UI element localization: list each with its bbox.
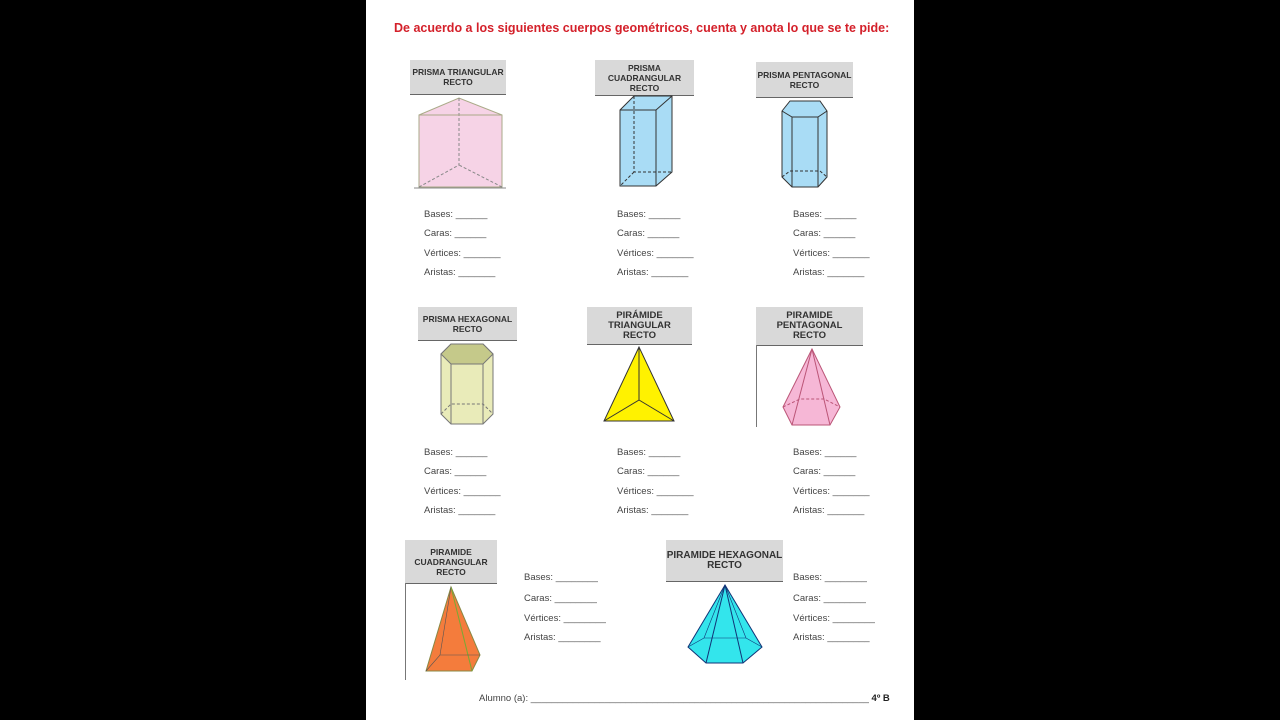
divider xyxy=(405,583,406,680)
field-label: Aristas: xyxy=(424,267,456,278)
field-label: Bases: xyxy=(793,209,823,220)
field-blank[interactable]: ______ xyxy=(455,447,488,458)
answer-field-caras[interactable] xyxy=(793,466,855,477)
field-label: Vértices: xyxy=(424,248,461,259)
field-label: Vértices: xyxy=(793,613,830,624)
field-label: Vértices: xyxy=(524,613,561,624)
field-label: Caras: xyxy=(617,466,645,477)
shape-label: PIRAMIDE HEXAGONAL RECTO xyxy=(666,540,783,582)
field-blank[interactable]: ________ xyxy=(823,593,866,604)
field-label: Caras: xyxy=(424,228,452,239)
pentagonal-pyramid-figure xyxy=(780,347,844,431)
field-label: Bases: xyxy=(524,572,554,583)
shape-label: PIRAMIDE CUADRANGULAR RECTO xyxy=(405,540,497,584)
field-blank[interactable]: ________ xyxy=(558,632,601,643)
answer-field-vertices[interactable] xyxy=(424,248,501,259)
answer-field-caras[interactable] xyxy=(617,466,679,477)
field-label: Bases: xyxy=(617,209,647,220)
field-blank[interactable]: ______ xyxy=(823,466,856,477)
answer-field-aristas[interactable] xyxy=(617,505,688,516)
answer-field-vertices[interactable] xyxy=(793,613,875,624)
field-blank[interactable]: ______ xyxy=(454,228,487,239)
grade-label: 4º B xyxy=(871,693,890,704)
field-label: Aristas: xyxy=(617,267,649,278)
field-blank[interactable]: _______ xyxy=(832,486,870,497)
field-blank[interactable]: _______ xyxy=(458,267,496,278)
answer-field-caras[interactable] xyxy=(524,593,597,604)
shape-label: PRISMA HEXAGONAL RECTO xyxy=(418,307,517,341)
shape-label: PIRAMIDE PENTAGONAL RECTO xyxy=(756,307,863,346)
field-blank[interactable]: ______ xyxy=(455,209,488,220)
answer-field-bases[interactable] xyxy=(424,209,487,220)
field-blank[interactable]: ________ xyxy=(827,632,870,643)
field-blank[interactable]: ______ xyxy=(648,447,681,458)
field-label: Caras: xyxy=(793,593,821,604)
field-blank[interactable]: _______ xyxy=(651,505,689,516)
field-label: Aristas: xyxy=(617,505,649,516)
triangular-pyramid-figure xyxy=(602,345,676,425)
field-label: Bases: xyxy=(617,447,647,458)
field-blank[interactable]: _______ xyxy=(656,486,694,497)
field-blank[interactable]: _______ xyxy=(827,267,865,278)
field-label: Aristas: xyxy=(424,505,456,516)
answer-field-bases[interactable] xyxy=(617,447,680,458)
answer-field-bases[interactable] xyxy=(793,447,856,458)
answer-field-vertices[interactable] xyxy=(524,613,606,624)
field-label: Caras: xyxy=(424,466,452,477)
answer-field-bases[interactable] xyxy=(424,447,487,458)
student-name-field[interactable] xyxy=(479,693,890,704)
field-label: Vértices: xyxy=(617,486,654,497)
field-label: Bases: xyxy=(424,447,454,458)
hexagonal-pyramid-figure xyxy=(686,583,766,667)
answer-field-vertices[interactable] xyxy=(424,486,501,497)
shape-label: PRISMA PENTAGONAL RECTO xyxy=(756,62,853,98)
answer-field-vertices[interactable] xyxy=(793,486,870,497)
triangular-prism-figure xyxy=(414,95,509,191)
field-label: Vértices: xyxy=(793,486,830,497)
answer-field-bases[interactable] xyxy=(617,209,680,220)
answer-field-aristas[interactable] xyxy=(793,632,870,643)
field-label: Aristas: xyxy=(524,632,556,643)
field-blank[interactable]: ______ xyxy=(454,466,487,477)
field-label: Vértices: xyxy=(617,248,654,259)
answer-field-aristas[interactable] xyxy=(424,267,495,278)
worksheet-title: De acuerdo a los siguientes cuerpos geométricos, cuenta y anota lo que se te pide: xyxy=(394,21,890,35)
field-blank[interactable]: ______ xyxy=(647,228,680,239)
field-label: Bases: xyxy=(793,572,823,583)
field-blank[interactable]: ________ xyxy=(832,613,875,624)
field-blank[interactable]: ________ xyxy=(824,572,867,583)
field-blank[interactable]: _______ xyxy=(651,267,689,278)
pentagonal-prism-figure xyxy=(780,99,830,191)
answer-field-aristas[interactable] xyxy=(617,267,688,278)
field-label: Vértices: xyxy=(424,486,461,497)
field-label: Bases: xyxy=(424,209,454,220)
field-label: Caras: xyxy=(793,228,821,239)
answer-field-aristas[interactable] xyxy=(524,632,601,643)
square-pyramid-figure xyxy=(424,585,484,675)
shape-label: PRISMA CUADRANGULAR RECTO xyxy=(595,60,694,96)
answer-field-caras[interactable] xyxy=(793,228,855,239)
field-blank[interactable]: _______ xyxy=(458,505,496,516)
field-blank[interactable]: ______ xyxy=(647,466,680,477)
hexagonal-prism-figure xyxy=(439,342,497,427)
field-label: Caras: xyxy=(793,466,821,477)
square-prism-figure xyxy=(618,94,678,190)
field-blank[interactable]: ______ xyxy=(823,228,856,239)
field-label: Caras: xyxy=(524,593,552,604)
field-blank[interactable]: ________ xyxy=(555,572,598,583)
shape-label: PIRÁMIDE TRIANGULAR RECTO xyxy=(587,307,692,345)
field-label: Aristas: xyxy=(793,267,825,278)
student-label: Alumno (a): xyxy=(479,693,529,704)
field-label: Bases: xyxy=(793,447,823,458)
field-blank[interactable]: _______ xyxy=(656,248,694,259)
answer-field-caras[interactable] xyxy=(617,228,679,239)
answer-field-vertices[interactable] xyxy=(793,248,870,259)
answer-field-vertices[interactable] xyxy=(617,486,694,497)
shape-label: PRISMA TRIANGULAR RECTO xyxy=(410,60,506,95)
answer-field-vertices[interactable] xyxy=(617,248,694,259)
worksheet-page xyxy=(366,0,914,720)
answer-field-bases[interactable] xyxy=(793,209,856,220)
answer-field-aristas[interactable] xyxy=(793,505,864,516)
field-blank[interactable]: _______ xyxy=(463,486,501,497)
field-blank[interactable]: ______ xyxy=(648,209,681,220)
field-blank[interactable]: ______ xyxy=(824,209,857,220)
answer-field-caras[interactable] xyxy=(424,466,486,477)
field-blank[interactable]: _______ xyxy=(463,248,501,259)
student-blank[interactable]: ________________________________________________________________ xyxy=(530,693,869,704)
answer-field-aristas[interactable] xyxy=(793,267,864,278)
answer-field-aristas[interactable] xyxy=(424,505,495,516)
answer-field-bases[interactable] xyxy=(524,572,598,583)
field-label: Aristas: xyxy=(793,505,825,516)
answer-field-caras[interactable] xyxy=(424,228,486,239)
field-blank[interactable]: ______ xyxy=(824,447,857,458)
field-blank[interactable]: ________ xyxy=(563,613,606,624)
field-blank[interactable]: ________ xyxy=(554,593,597,604)
field-blank[interactable]: _______ xyxy=(832,248,870,259)
field-label: Caras: xyxy=(617,228,645,239)
field-label: Vértices: xyxy=(793,248,830,259)
answer-field-bases[interactable] xyxy=(793,572,867,583)
answer-field-caras[interactable] xyxy=(793,593,866,604)
field-blank[interactable]: _______ xyxy=(827,505,865,516)
divider xyxy=(756,345,757,427)
field-label: Aristas: xyxy=(793,632,825,643)
